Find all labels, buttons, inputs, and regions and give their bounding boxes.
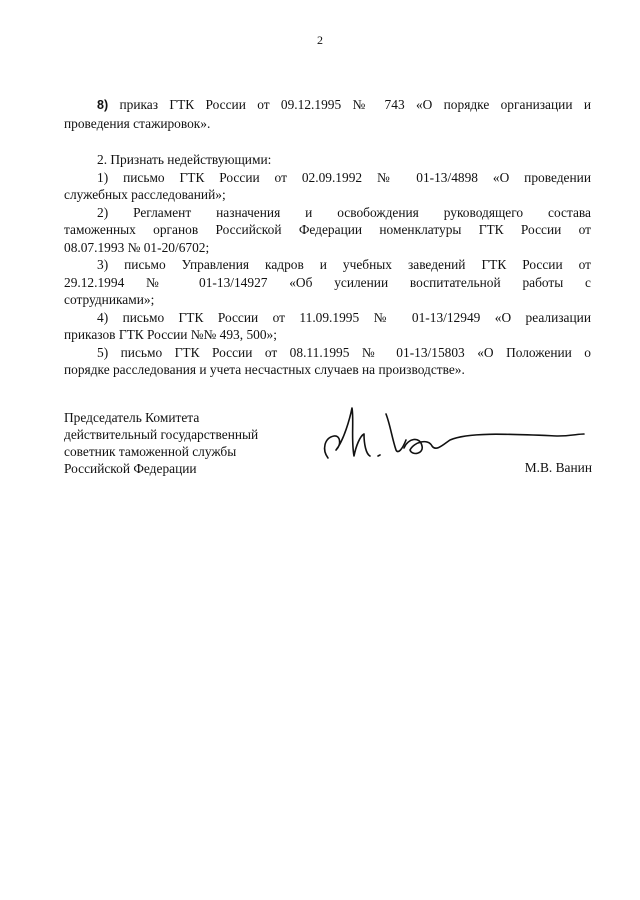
item-8-text: приказ ГТК России от 09.12.1995 № 743 «О порядке организации и: [119, 97, 591, 112]
list-item: [64, 309, 591, 344]
list-item: [64, 256, 591, 309]
list-item-line: таможенных органов Российской Федерации номенклатуры ГТК России от: [64, 222, 591, 237]
list-item-line: приказов ГТК России №№ 493, 500»;: [64, 327, 277, 342]
signatory-title-line: советник таможенной службы: [64, 444, 237, 459]
item-8-number: 8): [97, 98, 109, 112]
list-item: [64, 204, 591, 257]
item-8: [64, 96, 591, 132]
signatory-title-line: Российской Федерации: [64, 461, 197, 476]
item-8-line-1: [64, 96, 591, 115]
list-item-line: 5) письмо ГТК России от 08.11.1995 № 01-13/15803 «О Положении о: [97, 344, 591, 360]
signatory-name: М.В. Ванин: [524, 460, 592, 475]
section-2-heading: 2. Признать недействующими:: [97, 152, 272, 167]
list-item-line: 2) Регламент назначения и освобождения руководящего состава: [97, 204, 591, 220]
list-item-line: 1) письмо ГТК России от 02.09.1992 № 01-13/4898 «О проведении: [97, 169, 591, 185]
page-number: 2: [317, 33, 323, 47]
signatory-title-line: Председатель Комитета: [64, 410, 200, 425]
section-2: [64, 151, 591, 379]
signatory-title: [64, 409, 304, 477]
list-item: [64, 344, 591, 379]
list-item-line: служебных расследований»;: [64, 187, 226, 202]
list-item-line: 4) письмо ГТК России от 11.09.1995 № 01-13/12949 «О реализации: [97, 309, 591, 325]
list-item: [64, 169, 591, 204]
list-item-line: порядке расследования и учета несчастных случаев на производстве».: [64, 362, 465, 377]
list-item-line: сотрудниками»;: [64, 292, 155, 307]
signatory-title-line: действительный государственный: [64, 427, 259, 442]
list-item-line: 08.07.1993 № 01-20/6702;: [64, 239, 210, 255]
list-item-line: 3) письмо Управления кадров и учебных заведений ГТК России от: [97, 257, 591, 272]
list-item-line: 29.12.1994 № 01-13/14927 «Об усилении воспитательной работы с: [64, 274, 591, 290]
item-8-line-2: проведения стажировок».: [64, 115, 211, 131]
